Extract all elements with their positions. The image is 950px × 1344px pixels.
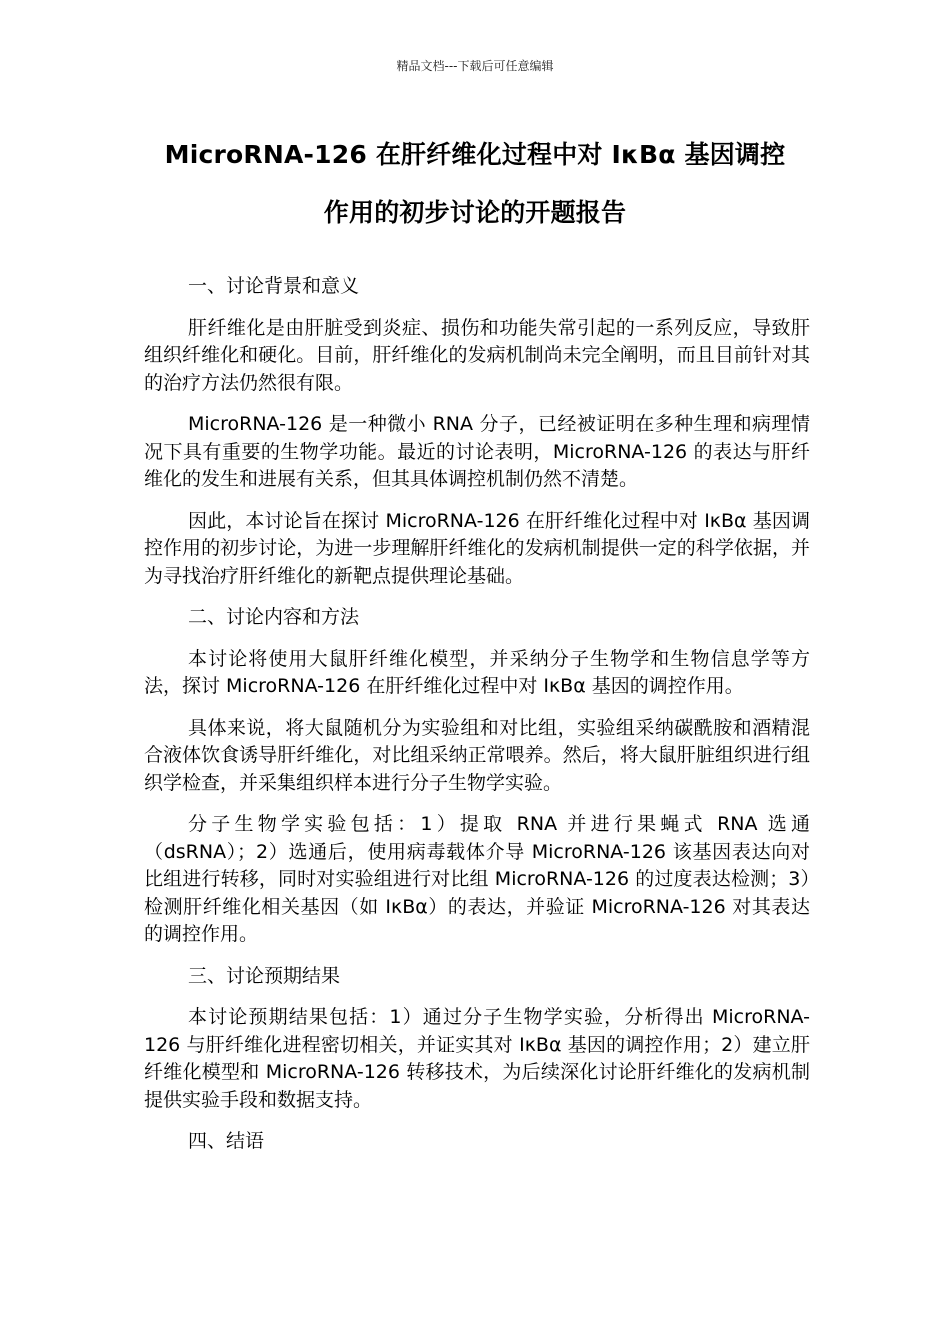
paragraph-methods-2: 具体来说，将大鼠随机分为实验组和对比组，实验组采纳碳酰胺和酒精混合液体饮食诱导肝纤维化，对比组采纳正常喂养。然后，将大鼠肝脏组织进行组织学检查，并采集组织样本进行分子生物学实验。 (144, 716, 810, 794)
paragraph-background-1: 肝纤维化是由肝脏受到炎症、损伤和功能失常引起的一系列反应，导致肝组织纤维化和硬化。目前，肝纤维化的发病机制尚未完全阐明，而且目前针对其的治疗方法仍然很有限。 (144, 316, 810, 394)
paragraph-methods-1: 本讨论将使用大鼠肝纤维化模型，并采纳分子生物学和生物信息学等方法，探讨 MicroRNA-126 在肝纤维化过程中对 IκBα 基因的调控作用。 (144, 647, 810, 697)
section-heading-conclusion: 四、结语 (188, 1130, 265, 1152)
section-heading-background: 一、讨论背景和意义 (188, 275, 360, 297)
section-heading-results: 三、讨论预期结果 (188, 964, 341, 987)
title-line-2: 作用的初步讨论的开题报告 (323, 198, 627, 227)
document-body (144, 273, 810, 1170)
page-header: 精品文档---下载后可任意编辑 (396, 59, 554, 73)
paragraph-background-2: MicroRNA-126 是一种微小 RNA 分子，已经被证明在多种生理和病理情况下具有重要的生物学功能。最近的讨论表明，MicroRNA-126 的表达与肝纤维化的发生和进展有关系，但其具体调控机制仍然不清楚。 (144, 413, 810, 490)
paragraph-methods-3: 分子生物学实验包括：1）提取 RNA 并进行果蝇式 RNA 选通（dsRNA）；2）选通后，使用病毒载体介导 MicroRNA-126 该基因表达向对比组进行转移，同时对实验组进行对比组 MicroRNA-126 的过度表达检测；3）检测肝纤维化相关基因（如 IκBα）的表达，并验证 MicroRNA-126 对其表达的调控作用。 (144, 813, 810, 945)
title-line-1: MicroRNA-126 在肝纤维化过程中对 IκBα 基因调控 (164, 140, 786, 169)
section-heading-methods: 二、讨论内容和方法 (188, 606, 360, 628)
paragraph-results-1: 本讨论预期结果包括：1）通过分子生物学实验，分析得出 MicroRNA-126 与肝纤维化进程密切相关，并证实其对 IκBα 基因的调控作用；2）建立肝纤维化模型和 MicroRNA-126 转移技术，为后续深化讨论肝纤维化的发病机制提供实验手段和数据支持。 (144, 1006, 810, 1111)
paragraph-background-3: 因此，本讨论旨在探讨 MicroRNA-126 在肝纤维化过程中对 IκBα 基因调控作用的初步讨论，为进一步理解肝纤维化的发病机制提供一定的科学依据，并为寻找治疗肝纤维化的新靶点提供理论基础。 (144, 509, 810, 587)
